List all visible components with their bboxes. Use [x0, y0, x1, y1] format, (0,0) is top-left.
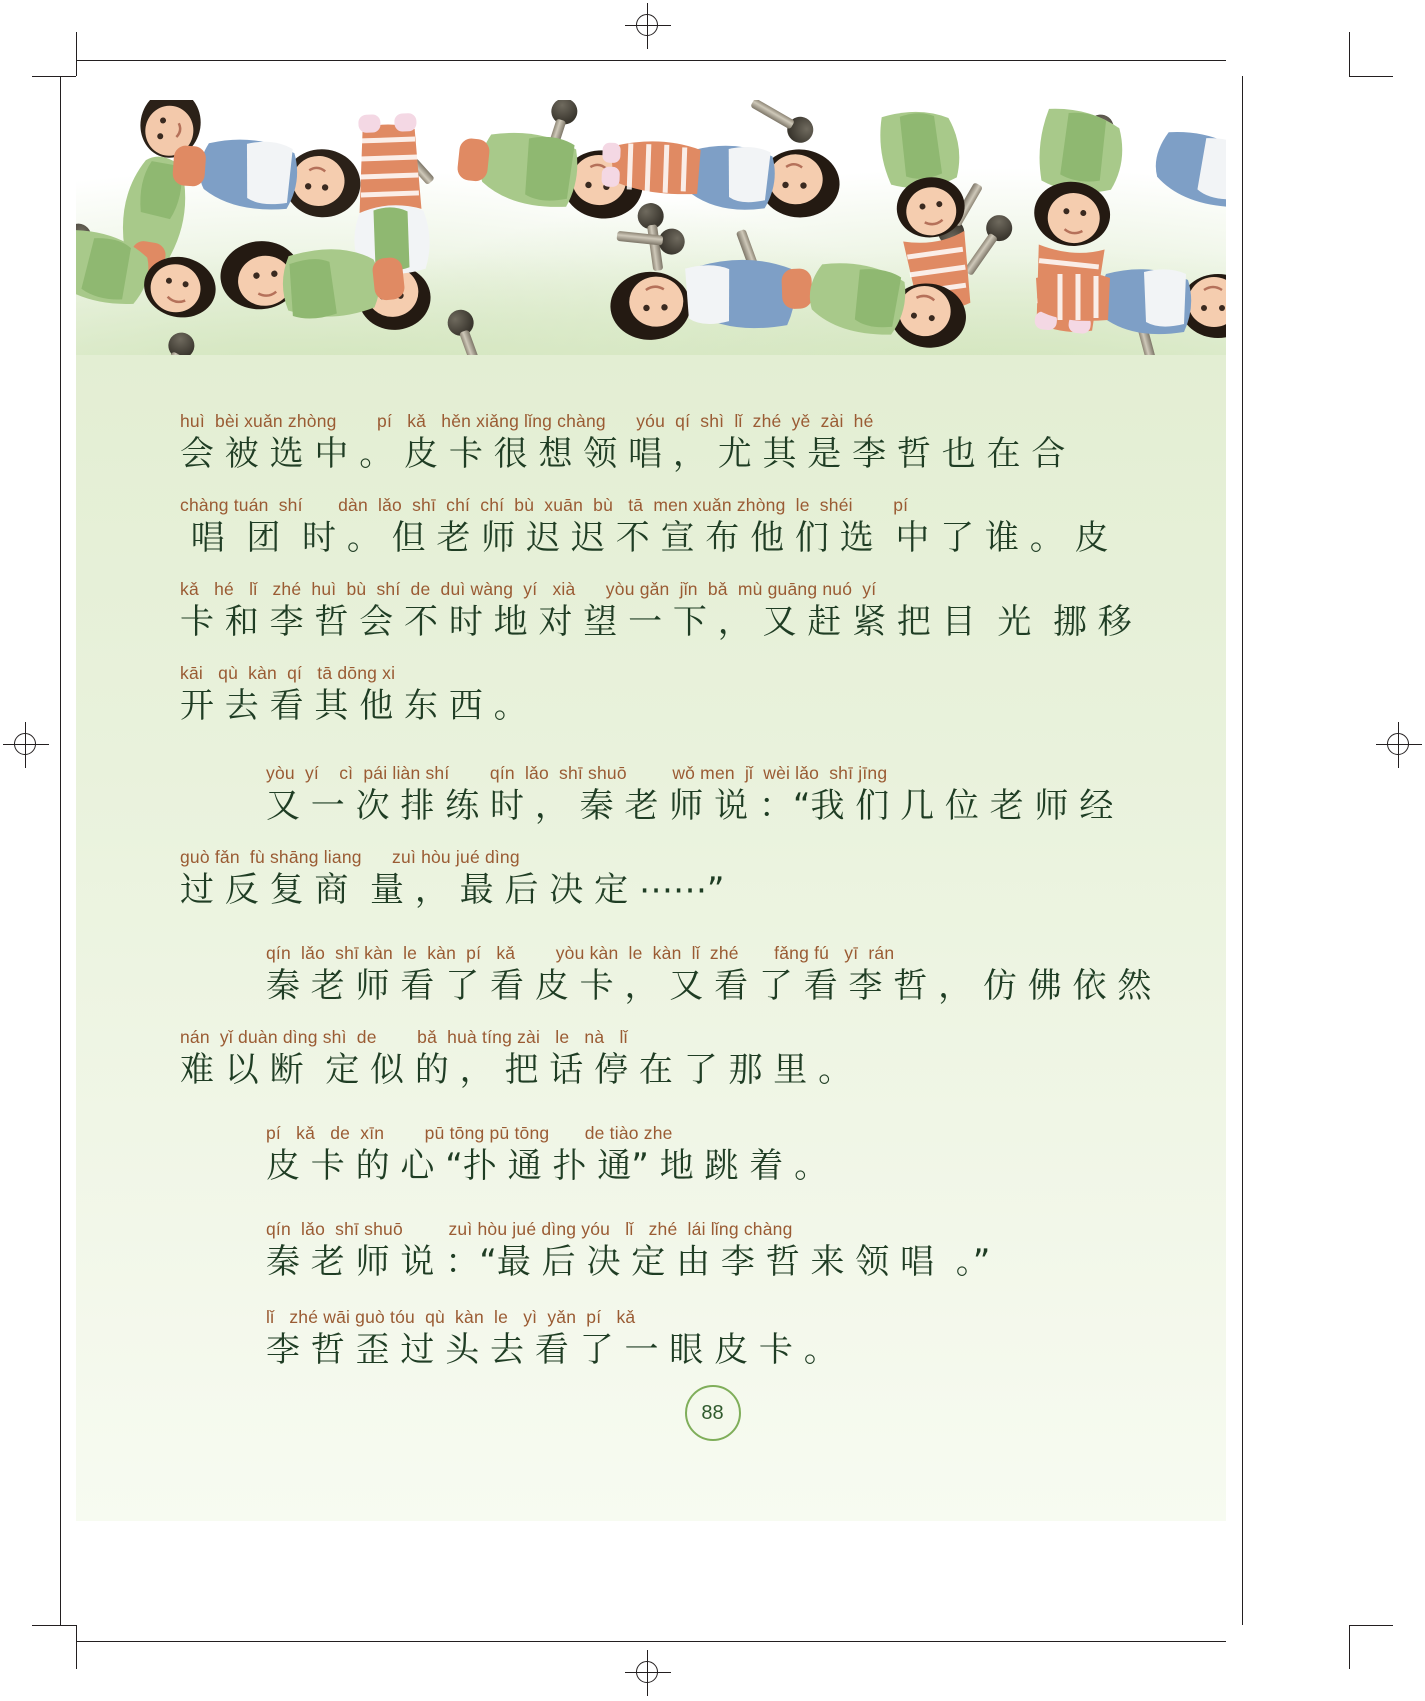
pinyin-row: chàng tuán shí dàn lǎo shī chí chí bù xuān bù tā men xuǎn zhòng le shéi pí [180, 495, 909, 515]
registration-mark-bottom [625, 1650, 671, 1696]
text-line [180, 1218, 1130, 1284]
pinyin-row: qín lǎo shī kàn le kàn pí kǎ yòu kàn le kàn lǐ zhé fǎng fú yī rán [266, 943, 895, 963]
text-line [180, 494, 1130, 560]
pinyin-row: qín lǎo shī shuō zuì hòu jué dìng yóu lǐ zhé lái lǐng chàng [266, 1219, 793, 1239]
text-line [180, 1122, 1130, 1188]
crop-mark-bottom-left [32, 1609, 92, 1669]
registration-mark-top [625, 3, 671, 49]
hanzi-row: 唱 团 时 。 但 老 师 迟 迟 不 宣 布 他 们 选 中 了 谁 。 皮 [180, 518, 1109, 558]
pinyin-row: yòu yí cì pái liàn shí qín lǎo shī shuō wǒ men jǐ wèi lǎo shī jīng [266, 763, 888, 783]
crop-mark-top-right [1333, 32, 1393, 92]
hanzi-row: 又 一 次 排 练 时 ， 秦 老 师 说 ：“我 们 几 位 老 师 经 [266, 786, 1114, 826]
hanzi-row: 秦 老 师 看 了 看 皮 卡 ， 又 看 了 看 李 哲 ， 仿 佛 依 然 [266, 966, 1152, 1006]
lesson-text-body [180, 410, 1152, 1390]
trim-line-top [76, 60, 1226, 61]
text-line [180, 846, 1130, 912]
text-line [180, 762, 1130, 828]
hanzi-row: 过 反 复 商 量 ， 最 后 决 定 ⋯⋯” [180, 870, 725, 910]
pinyin-row: lǐ zhé wāi guò tóu qù kàn le yì yǎn pí kǎ [266, 1307, 636, 1327]
text-line [180, 410, 1130, 476]
child-figure [1036, 230, 1226, 355]
text-line [180, 942, 1152, 1008]
crop-mark-bottom-right [1333, 1609, 1393, 1669]
child-figure [190, 208, 433, 355]
child-figure [598, 100, 863, 241]
pinyin-row: guò fǎn fù shāng liang zuì hòu jué dìng [180, 847, 520, 867]
trim-line-bottom [76, 1641, 1226, 1642]
hanzi-row: 李 哲 歪 过 头 去 看 了 一 眼 皮 卡 。 [266, 1330, 838, 1370]
crop-mark-top-left [32, 32, 92, 92]
text-line [180, 662, 1130, 728]
hanzi-row: 皮 卡 的 心 “扑 通 扑 通” 地 跳 着 。 [266, 1146, 829, 1186]
text-line [180, 578, 1130, 644]
hanzi-row: 秦 老 师 说 ：“最 后 决 定 由 李 哲 来 领 唱 。” [266, 1242, 991, 1282]
text-line [180, 1026, 1130, 1092]
hanzi-row: 开 去 看 其 他 东 西 。 [180, 686, 528, 726]
trim-line-left [60, 76, 61, 1625]
hanzi-row: 卡 和 李 哲 会 不 时 地 对 望 一 下 ， 又 赶 紧 把 目 光 挪 移 [180, 602, 1132, 642]
pinyin-row: kǎ hé lǐ zhé huì bù shí de duì wàng yí xià yòu gǎn jǐn bǎ mù guāng nuó yí [180, 579, 877, 599]
pinyin-row: nán yǐ duàn dìng shì de bǎ huà tíng zài le nà lǐ [180, 1027, 628, 1047]
trim-line-right [1242, 76, 1243, 1625]
registration-mark-right [1376, 722, 1422, 768]
illustration-band [76, 100, 1226, 355]
pinyin-row: pí kǎ de xīn pū tōng pū tōng de tiào zhe [266, 1123, 673, 1143]
text-line [180, 1306, 1130, 1372]
pinyin-row: huì bèi xuǎn zhòng pí kǎ hěn xiǎng lǐng chàng yóu qí shì lǐ zhé yě zài hé [180, 411, 874, 431]
hanzi-row: 难 以 断 定 似 的 ， 把 话 停 在 了 那 里 。 [180, 1050, 853, 1090]
page-number: 88 [685, 1385, 741, 1441]
pinyin-row: kāi qù kàn qí tā dōng xi [180, 663, 396, 683]
hanzi-row: 会 被 选 中 。 皮 卡 很 想 领 唱 ， 尤 其 是 李 哲 也 在 合 [180, 434, 1066, 474]
registration-mark-left [3, 722, 49, 768]
